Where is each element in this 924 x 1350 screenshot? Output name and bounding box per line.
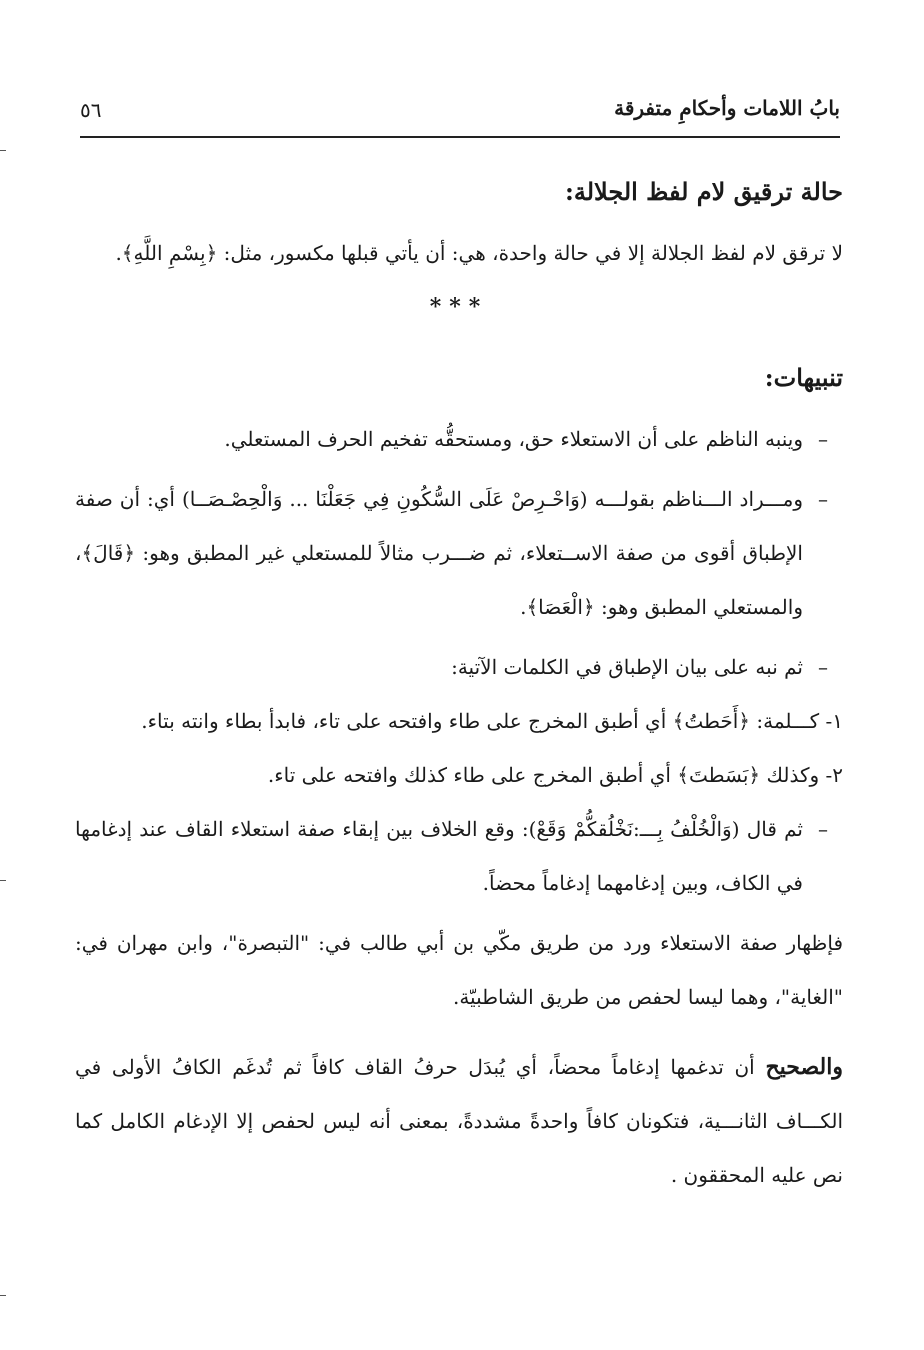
chapter-title: بابُ اللامات وأحكامِ متفرقة xyxy=(614,96,840,120)
note-text: ثم نبه على بيان الإطباق في الكلمات الآتية: xyxy=(451,655,803,679)
page-body xyxy=(75,160,843,1202)
section-separator: *** xyxy=(429,294,489,320)
section-heading-notes: تنبيهات: xyxy=(764,363,843,392)
dash-marker: – xyxy=(818,817,828,841)
paragraph-conclusion xyxy=(75,1040,843,1202)
dash-marker: – xyxy=(818,655,828,679)
note-text: وينبه الناظم على أن الاستعلاء حق، ومستحقُّه تفخيم الحرف المستعلي. xyxy=(224,427,803,451)
conclusion-lead: والصحيح xyxy=(765,1054,843,1080)
paragraph-izhar: فإظهار صفة الاستعلاء ورد من طريق مكّي بن أبي طالب في: "التبصرة"، وابن مهران في: "الغاية"، وهما ليسا لحفص من طريق الشاطبيّة. xyxy=(75,931,843,1009)
note-item xyxy=(75,472,843,634)
dash-marker: – xyxy=(818,487,828,511)
section-heading-lam-tarqiq: حالة ترقيق لام لفظ الجلالة: xyxy=(564,177,843,206)
numbered-item: ٢- وكذلك ﴿بَسَطتَ﴾ أي أطبق المخرج على طاء كذلك وافتحه على تاء. xyxy=(267,763,843,787)
paragraph-lam-tarqiq: لا ترقق لام لفظ الجلالة إلا في حالة واحدة، هي: أن يأتي قبلها مكسور، مثل: ﴿بِسْمِ اللَّهِ﴾. xyxy=(115,241,843,265)
conclusion-text: أن تدغمها إدغاماً محضاً، أي يُبدَل حرفُ القاف كافاً ثم تُدغَم الكافُ الأولى في الكـــاف الثانـــية، فتكونان كافاً واحدةً مشددةً، بمعنى أنه ليس لحفص إلا الإدغام الكامل كما نص عليه المحققون . xyxy=(75,1055,843,1187)
dash-marker: – xyxy=(818,427,828,451)
scan-margin-mark xyxy=(0,880,6,881)
note-text: ثم قال (وَالْخُلْفُ بِـــ:نَخْلُقكُّمْ وَقَعْ): وقع الخلاف بين إبقاء صفة استعلاء القاف عند إدغامها في الكاف، وبين إدغامهما إدغاماً محضاً. xyxy=(75,817,803,895)
note-text: ومـــراد الـــناظم بقولـــه (وَاحْـرِصْ عَلَى السُّكُونِ فِي جَعَلْنَا ... وَالْحِصْـصَــا) أي: أن صفة الإطباق أقوى من صفة الاســتعلاء، ثم ضـــرب مثالاً للمستعلي غير المطبق وهو: ﴿قَالَ﴾، والمستعلي المطبق وهو: ﴿الْعَصَا﴾. xyxy=(75,487,803,619)
note-item xyxy=(75,640,843,694)
note-item xyxy=(75,412,843,466)
page-number: ٥٦ xyxy=(80,98,102,122)
scan-margin-mark xyxy=(0,150,6,151)
note-item xyxy=(75,802,843,910)
running-header xyxy=(80,92,840,132)
header-rule xyxy=(80,136,840,138)
scan-margin-mark xyxy=(0,1295,6,1296)
numbered-item: ١- كـــلمة: ﴿أَحَطتُ﴾ أي أطبق المخرج على طاء وافتحه على تاء، فابدأ بطاء وانته بتاء. xyxy=(141,709,843,733)
